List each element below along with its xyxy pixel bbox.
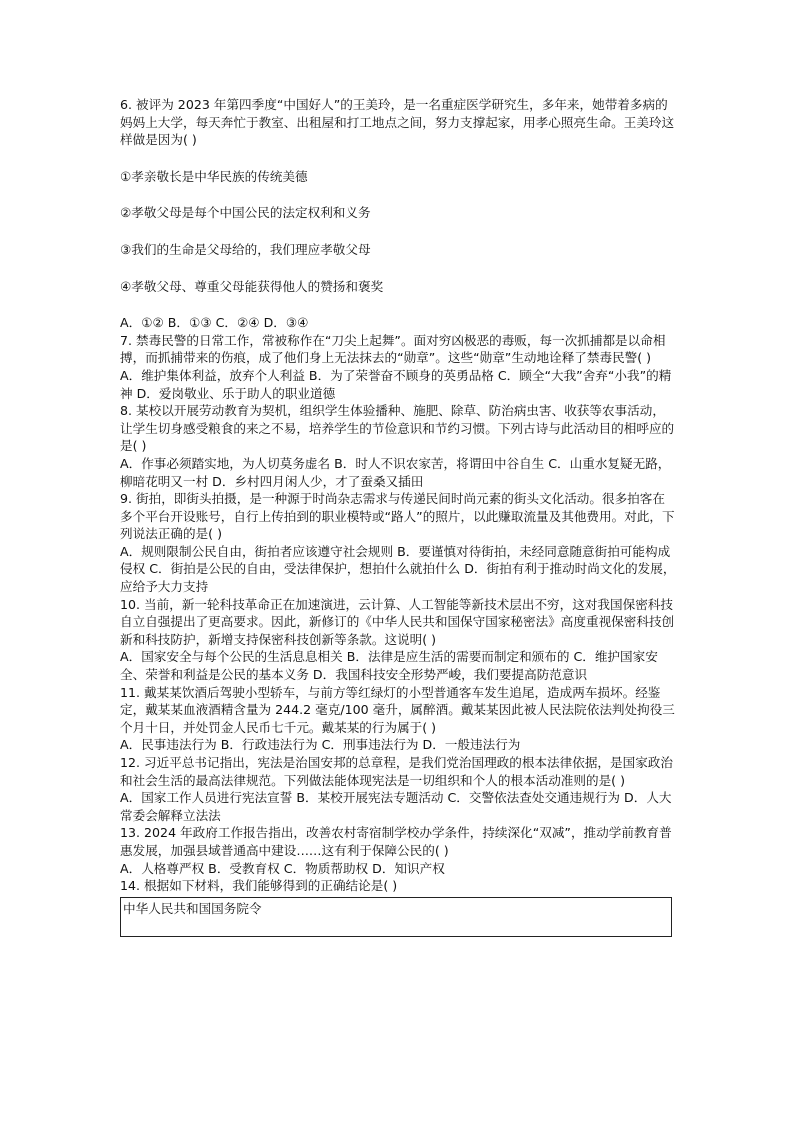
material-box	[120, 897, 672, 937]
answer-options: A．国家工作人员进行宪法宣誓 B．某校开展宪法专题活动 C．交警依法查处交通违规行为 D．人大常委会解释立法法	[120, 790, 672, 823]
question-12	[120, 754, 676, 824]
question-6	[120, 96, 676, 332]
exam-page	[120, 96, 676, 937]
question-stem: 6. 被评为 2023 年第四季度“中国好人”的王美玲，是一名重症医学研究生，多年来，她带着多病的妈妈上大学，每天奔忙于教室、出租屋和打工地点之间，努力支撑起家，用孝心照亮生命。王美玲这样做是因为( )	[120, 97, 675, 148]
question-stem: 9. 街拍，即街头拍摄，是一种源于时尚杂志需求与传递民间时尚元素的街头文化活动。很多拍客在多个平台开设账号，自行上传拍到的职业模特或“路人”的照片，以此赚取流量及其他费用。对此，下列说法正确的是( )	[120, 491, 675, 542]
question-9	[120, 490, 676, 596]
question-stem: 12. 习近平总书记指出，宪法是治国安邦的总章程，是我们党治国理政的根本法律依据，是国家政治和社会生活的最高法律规范。下列做法能体现宪法是一切组织和个人的根本活动准则的是( )	[120, 755, 673, 788]
answer-options: A．规则限制公民自由，街拍者应该遵守社会规则 B．要谨慎对待街拍，未经同意随意街拍可能构成侵权 C．街拍是公民的自由，受法律保护，想拍什么就拍什么 D．街拍有利于推动时尚文化的发展，应给予大力支持	[120, 543, 676, 595]
statement-3: ③我们的生命是父母给的，我们理应孝敬父母	[120, 241, 371, 257]
question-13	[120, 824, 676, 877]
question-10	[120, 596, 676, 684]
statement-1: ①孝亲敬长是中华民族的传统美德	[120, 168, 308, 184]
answer-options: A．维护集体利益，放弃个人利益 B．为了荣誉奋不顾身的英勇品格 C．顾全“大我”舍弃“小我”的精神 D．爱岗敬业、乐于助人的职业道德	[120, 367, 672, 401]
question-stem: 7. 禁毒民警的日常工作，常被称作在“刀尖上起舞”。面对穷凶极恶的毒贩，每一次抓捕都是以命相搏，而抓捕带来的伤痕，成了他们身上无法抹去的“勋章”。这些“勋章”生动地诠释了禁毒民警( )	[120, 332, 666, 366]
statement-4: ④孝敬父母、尊重父母能获得他人的赞扬和褒奖	[120, 278, 384, 294]
answer-options: A．①② B．①③ C．②④ D．③④	[120, 315, 309, 331]
question-stem: 8. 某校以开展劳动教育为契机，组织学生体验播种、施肥、除草、防治病虫害、收获等农事活动，让学生切身感受粮食的来之不易，培养学生的节俭意识和节约习惯。下列古诗与此活动目的相呼应的是( )	[120, 403, 675, 454]
question-stem: 11. 戴某某饮酒后驾驶小型轿车，与前方等红绿灯的小型普通客车发生追尾，造成两车损坏。经鉴定，戴某某血液酒精含量为 244.2 毫克/100 毫升，属醉酒。戴某某因此被人民法院依法判处拘役三个月十日，并处罚金人民币七千元。戴某某的行为属于( )	[120, 684, 675, 735]
statement-2: ②孝敬父母是每个中国公民的法定权利和义务	[120, 205, 371, 221]
question-stem: 10. 当前，新一轮科技革命正在加速演进，云计算、人工智能等新技术层出不穷，这对我国保密科技自立自强提出了更高要求。因此，新修订的《中华人民共和国保守国家秘密法》高度重视保密科技创新和科技防护，新增支持保密科技创新等条款。这说明( )	[120, 596, 675, 647]
question-14	[120, 877, 676, 937]
answer-options: A．民事违法行为 B．行政违法行为 C．刑事违法行为 D．一般违法行为	[120, 737, 521, 753]
question-11	[120, 684, 676, 754]
answer-options: A．国家安全与每个公民的生活息息相关 B．法律是应生活的需要而制定和颁布的 C．维护国家安全、荣誉和利益是公民的基本义务 D．我国科技安全形势严峻，我们要提高防范意识	[120, 649, 658, 683]
answer-options: A．作事必须踏实地，为人切莫务虚名 B．时人不识农家苦，将谓田中谷自生 C．山重水复疑无路，柳暗花明又一村 D．乡村四月闲人少，才了蚕桑又插田	[120, 455, 671, 489]
question-7	[120, 332, 676, 402]
answer-options: A．人格尊严权 B．受教育权 C．物质帮助权 D．知识产权	[120, 860, 445, 876]
material-title: 中华人民共和国国务院令	[123, 900, 262, 916]
question-8	[120, 402, 676, 490]
question-stem: 14. 根据如下材料，我们能够得到的正确结论是( )	[120, 878, 398, 894]
question-stem: 13. 2024 年政府工作报告指出，改善农村寄宿制学校办学条件，持续深化“双减”，推动学前教育普惠发展，加强县域普通高中建设……这有利于保障公民的( )	[120, 825, 672, 858]
